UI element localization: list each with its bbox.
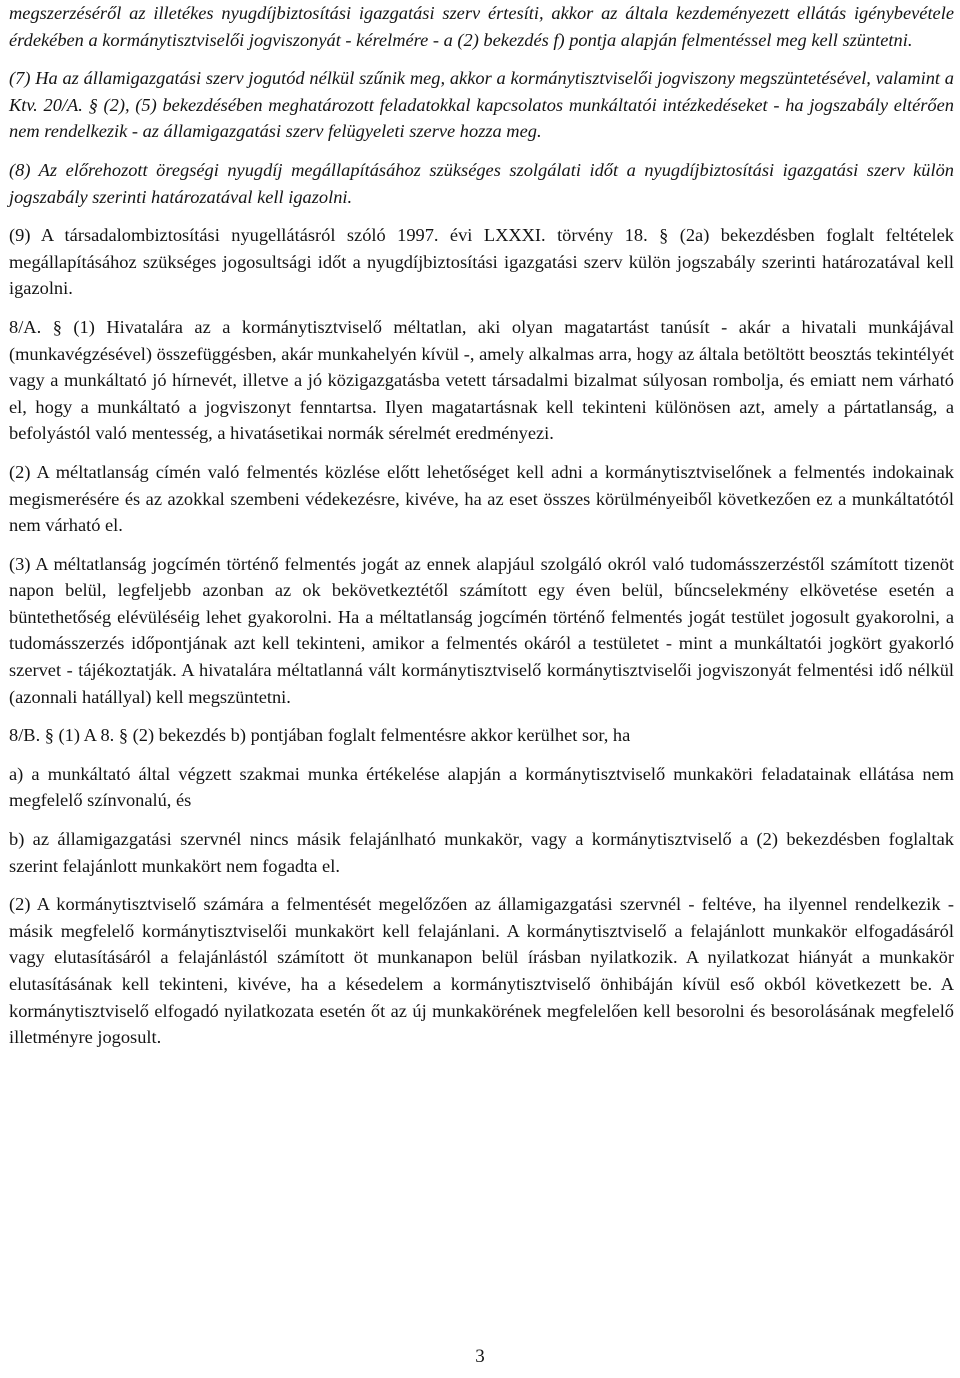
paragraph: (8) Az előrehozott öregségi nyugdíj megállapításához szükséges szolgálati időt a nyugdíjbiztosítási igazgatási szerv külön jogszabály szerinti határozatával kell igazolni. <box>9 159 954 207</box>
paragraph: 8/B. § (1) A 8. § (2) bekezdés b) pontjában foglalt felmentésre akkor kerülhet sor, ha <box>9 725 631 746</box>
paragraph: (7) Ha az államigazgatási szerv jogutód nélkül szűnik meg, akkor a kormánytisztviselői jogviszony megszüntetésével, valamint a Ktv. 20/A. § (2), (5) bekezdésében meghatározott feladatokkal kapcsolatos munkáltatói intézkedéseket - ha jogszabály eltérően nem rendelkezik - az államigazgatási szerv felügyeleti szerve hozza meg. <box>9 68 954 142</box>
paragraph: (3) A méltatlanság jogcímén történő felmentés jogát az ennek alapjául szolgáló okról való tudomásszerzéstől számított tizenöt napon belül, legfeljebb azonban az ok bekövetkeztétől számított egy éven belül, bűncselekmény elkövetése esetén a büntethetőség elévüléséig lehet gyakorolni. Ha a méltatlanság jogcímén történő felmentés jogát testület jogosult gyakorolni, a tudomásszerzés időpontjának azt kell tekinteni, amikor a felmentés okáról a testületet - mint a munkáltatói jogkört gyakorló szervet - tájékoztatják. A hivatalára méltatlanná vált kormánytisztviselő kormánytisztviselői jogviszonyát felmentési idő nélkül (azonnali hatállyal) kell megszüntetni. <box>9 553 954 707</box>
paragraph: a) a munkáltató által végzett szakmai munka értékelése alapján a kormánytisztviselő munkaköri feladatainak ellátása nem megfelelő színvonalú, és <box>9 763 954 811</box>
paragraph: (2) A kormánytisztviselő számára a felmentését megelőzően az államigazgatási szervnél - feltéve, ha ilyennel rendelkezik - másik megfelelő kormánytisztviselői munkakört kell felajánlani. A kormánytisztviselő a felajánlott munkakör elfogadásáról vagy elutasításáról a felajánlástól számított öt munkanapon belül írásban nyilatkozik. A nyilatkozat hiányát a munkakör elutasításának kell tekinteni, kivéve, ha a késedelem a kormánytisztviselő önhibáján kívül eső okból következett be. A kormánytisztviselő elfogadó nyilatkozata esetén őt az új munkakörének megfelelően kell besorolni és besorolásának megfelelő illetményre jogosult. <box>9 894 954 1048</box>
paragraph: megszerzéséről az illetékes nyugdíjbiztosítási igazgatási szerv értesíti, akkor az általa kezdeményezett ellátás igénybevétele érdekében a kormánytisztviselői jogviszonyát - kérelmére - a (2) bekezdés f) pontja alapján felmentéssel meg kell szüntetni. <box>9 3 954 50</box>
paragraph: 8/A. § (1) Hivatalára az a kormánytisztviselő méltatlan, aki olyan magatartást tanúsít - akár a hivatali munkájával (munkavégzésével) összefüggésben, akár munkahelyén kívül -, amely alkalmas arra, hogy az általa betöltött beosztás tekintélyét vagy a munkáltató jó hírnevét, illetve a jó közigazgatásba vetett társadalmi bizalmat súlyosan rombolja, és emiatt nem várható el, hogy a munkáltató a jogviszonyt fenntartsa. Ilyen magatartásnak kell tekinteni különösen azt, amely a pártatlanság, a befolyástól való mentesség, a hivatásetikai normák sérelmét eredményezi. <box>9 316 954 444</box>
paragraph: (9) A társadalombiztosítási nyugellátásról szóló 1997. évi LXXXI. törvény 18. § (2a) bekezdésben foglalt feltételek megállapításához szükséges jogosultsági időt a nyugdíjbiztosítási igazgatási szerv külön jogszabály szerinti határozatával kell igazolni. <box>9 225 954 299</box>
document-page <box>9 0 954 1063</box>
paragraph: b) az államigazgatási szervnél nincs másik felajánlható munkakör, vagy a kormánytisztviselő a (2) bekezdésben foglaltak szerint felajánlott munkakört nem fogadta el. <box>9 829 954 876</box>
paragraph: (2) A méltatlanság címén való felmentés közlése előtt lehetőséget kell adni a kormánytisztviselőnek a felmentés indokainak megismerésére és az azokkal szembeni védekezésre, kivéve, ha az eset összes körülményeiből következően ez a munkáltatótól nem várható el. <box>9 461 954 536</box>
page-number: 3 <box>475 1346 485 1367</box>
